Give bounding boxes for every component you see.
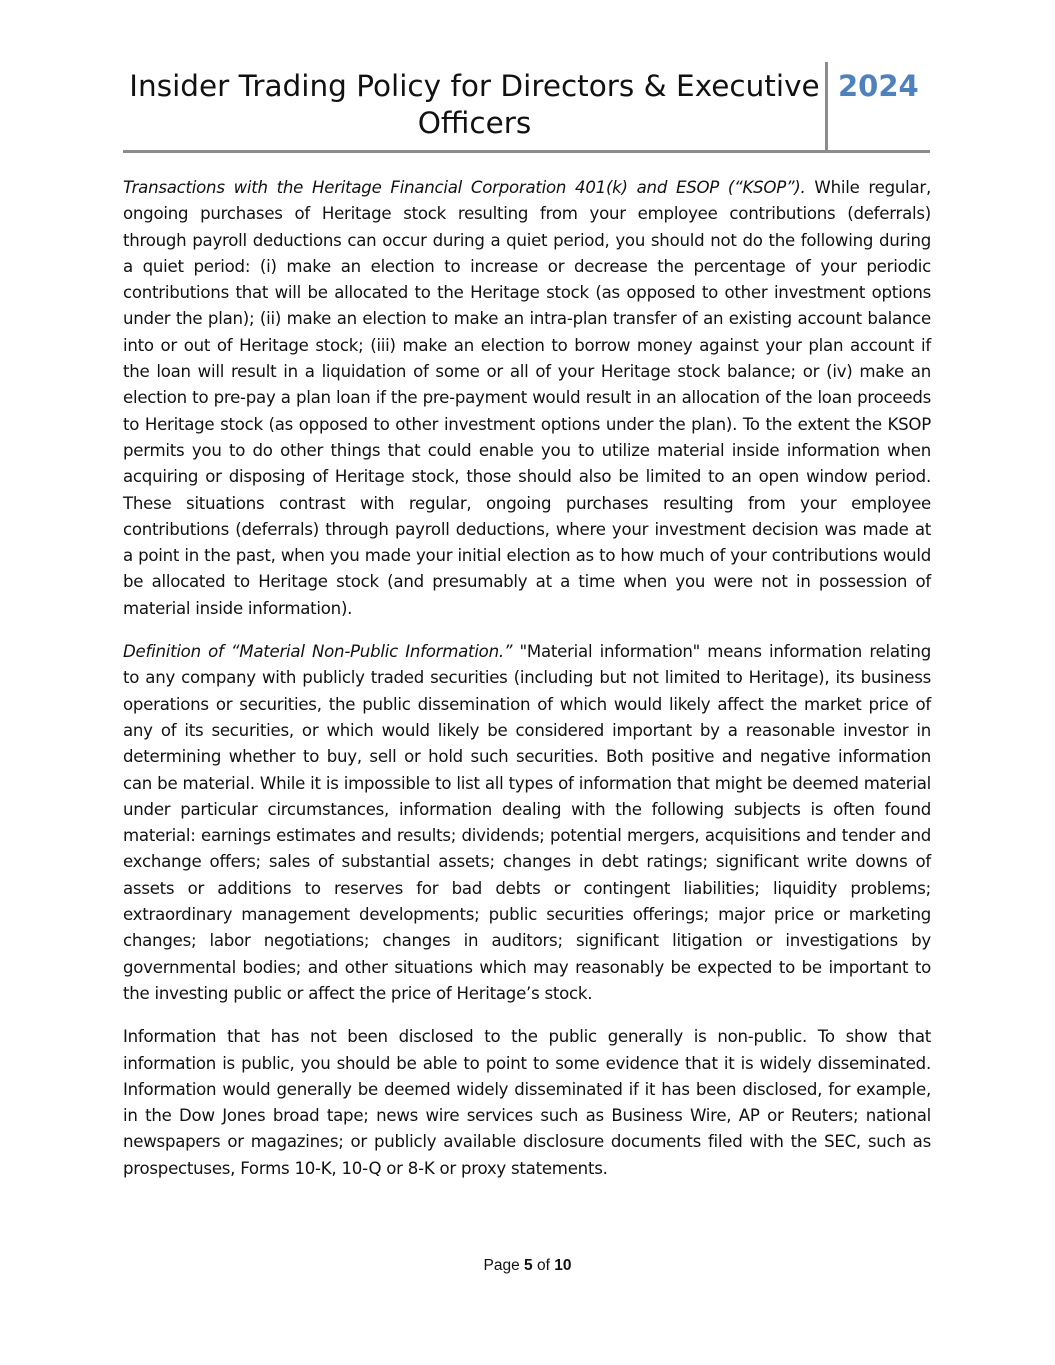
page-total: 10 [554,1257,572,1274]
document-body [123,175,931,1199]
paragraph-text: While regular, ongoing purchases of Heritage stock resulting from your employee contributions (deferrals) through payroll deductions can occur during a quiet period, you should not do the following during a quiet period: (i) make an election to increase or decrease the percentage of your periodic contributions that will be allocated to the Heritage stock (as opposed to other investment options under the plan); (ii) make an election to make an intra-plan transfer of an existing account balance into or out of Heritage stock; (iii) make an election to borrow money against your plan account if the loan will result in a liquidation of some or all of your Heritage stock balance; or (iv) make an election to pre-pay a plan loan if the pre-payment would result in an allocation of the loan proceeds to Heritage stock (as opposed to other investment options under the plan). To the extent the KSOP permits you to do other things that could enable you to utilize material inside information when acquiring or disposing of Heritage stock, those should also be limited to an open window period. These situations contrast with regular, ongoing purchases resulting from your employee contributions (deferrals) through payroll deductions, where your investment decision was made at a point in the past, when you made your initial election as to how much of your contributions would be allocated to Heritage stock (and presumably at a time when you were not in possession of material inside information). [123,178,931,618]
page-number: 5 [524,1257,533,1274]
paragraph-non-public [123,1024,931,1182]
document-year: 2024 [838,69,919,103]
paragraph-text: Information that has not been disclosed to the public generally is non-public. To show that information is public, you should be able to point to some evidence that it is widely disseminated. Information would generally be deemed widely disseminated if it has been disclosed, for example, in the Dow Jones broad tape; news wire services such as Business Wire, AP or Reuters; national newspapers or magazines; or publicly available disclosure documents filed with the SEC, such as prospectuses, Forms 10-K, 10-Q or 8-K or proxy statements. [123,1027,931,1178]
paragraph-ksop [123,175,931,622]
header-divider [825,62,828,150]
page-label: Page [483,1257,520,1274]
paragraph-lead: Definition of “Material Non-Public Information.” [123,642,513,662]
document-title: Insider Trading Policy for Directors & Executive Officers [129,69,820,140]
paragraph-material-information [123,639,931,1007]
paragraph-lead: Transactions with the Heritage Financial Corporation 401(k) and ESOP (“KSOP”). [123,178,806,197]
page-of: of [536,1257,550,1274]
page-header [123,62,930,153]
page-footer [0,1257,1055,1275]
paragraph-text: "Material information" means information relating to any company with publicly traded securities (including but not limited to Heritage), its business operations or securities, the public dissemination of which would likely affect the market price of any of its securities, or which would likely be considered important by a reasonable investor in determining whether to buy, sell or hold such securities. Both positive and negative information can be material. While it is impossible to list all types of information that might be deemed material under particular circumstances, information dealing with the following subjects is often found material: earnings estimates and results; dividends; potential mergers, acquisitions and tender and exchange offers; sales of substantial assets; changes in debt ratings; significant write downs of assets or additions to reserves for bad debts or contingent liabilities; liquidity problems; extraordinary management developments; public securities offerings; major price or marketing changes; labor negotiations; changes in auditors; significant litigation or investigations by governmental bodies; and other situations which may reasonably be expected to be important to the investing public or affect the price of Heritage’s stock. [123,642,931,1003]
